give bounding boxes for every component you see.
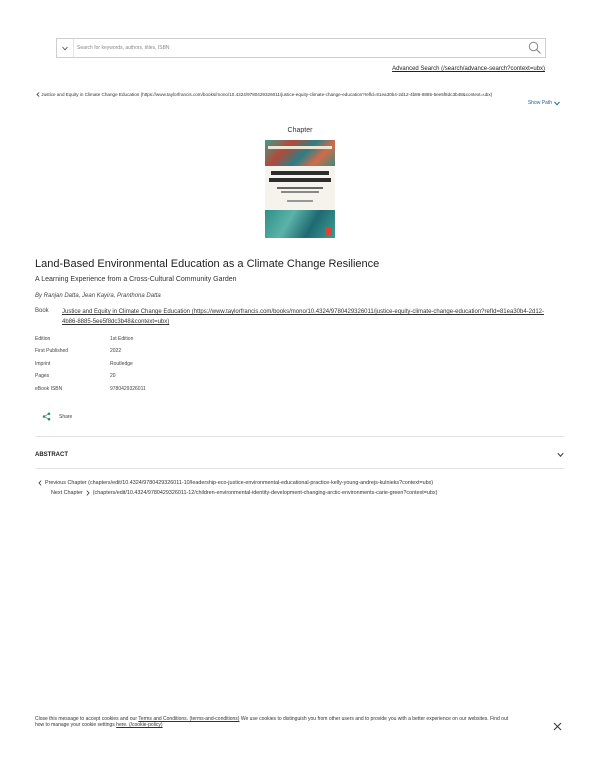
advanced-search-link[interactable]: Advanced Search (/search/advance-search?context=ubx) [392,66,545,72]
cookie-text: Close this message to accept cookies and our [35,716,139,722]
chevron-down-icon [554,101,560,106]
chevron-left-icon [38,480,42,486]
chapter-subtitle: A Learning Experience from a Cross-Cultural Community Garden [35,276,237,283]
meta-label-ebook-isbn: eBook ISBN [35,386,63,392]
search-bar [56,38,546,58]
abstract-toggle[interactable]: ABSTRACT [35,452,68,458]
content-type-label: Chapter [287,127,313,134]
meta-value-imprint: Routledge [110,361,133,367]
divider [35,468,565,469]
book-label: Book [35,308,49,314]
cookie-policy-link[interactable]: here. (/cookie-policy) [116,722,163,728]
search-icon[interactable] [528,41,542,55]
search-input[interactable] [77,40,517,56]
previous-chapter-text: Previous Chapter (chapters/edit/10.4324/9780429326011-10/leadership-eco-justice-environmental-educational-practice-kelly-young-andrejs-kulnieks?context=ubx) [45,480,434,486]
cookie-banner-text [35,716,515,728]
share-button[interactable] [42,412,72,421]
back-link-text: Justice and Equity in Climate Change Education (https://www.taylorfrancis.com/books/mono/10.4324/9780429326011/justice-equity-climate-change-education?refld=81ea30b4-2d12-4b86-8885-5ee5f8dc3b48&context=ubx) [41,92,493,97]
meta-label-imprint: Imprint [35,361,51,367]
meta-label-edition: Edition [35,336,51,342]
meta-label-pages: Pages [35,373,50,379]
book-cover-image [265,140,335,238]
chevron-down-icon [62,46,68,51]
share-label: Share [59,413,73,420]
cookie-text: We use cookies to distinguish you from other users and to provide you with a better experience on our websites. Find out how to manage your cookie settings [35,716,509,728]
meta-value-ebook-isbn: 9780429326011 [110,386,146,392]
chapter-title: Land-Based Environmental Education as a Climate Change Resilience [35,258,380,270]
next-chapter-url: (chapters/edit/10.4324/9780429326011-12/children-environmental-identity-development-changing-arctic-environments-carie-green?context=ubx) [92,490,438,496]
meta-value-first-published: 2022 [110,348,122,354]
show-path-label: Show Path [527,100,552,106]
terms-link[interactable]: Terms and Conditions. (terms-and-conditions) [138,716,240,722]
meta-label-first-published: First Published [35,348,69,354]
previous-chapter-link[interactable] [38,480,433,486]
close-icon[interactable] [553,722,562,731]
chapter-authors: By Ranjan Datta, Jean Kayira, Pranthona Datta [35,293,161,299]
share-icon [42,412,51,421]
next-chapter-text: Next Chapter [51,490,83,496]
meta-value-edition: 1st Edition [110,336,134,342]
book-link[interactable]: Justice and Equity in Climate Change Education (https://www.taylorfrancis.com/books/mono/10.4324/9780429326011/justice-equity-climate-change-education?refId=81ea30b4-2d12-4b86-8885-5ee5f8dc3b48&context=ubx) [62,309,545,325]
show-path-toggle[interactable] [528,100,560,106]
divider [35,436,565,437]
meta-value-pages: 20 [110,373,116,379]
search-scope-dropdown[interactable] [57,39,74,57]
next-chapter-link[interactable] [51,490,437,496]
chevron-left-icon [36,92,40,97]
publisher-logo [325,227,332,235]
back-to-book-link[interactable] [36,90,506,100]
chevron-down-icon[interactable] [557,452,564,458]
chevron-right-icon [86,490,90,496]
